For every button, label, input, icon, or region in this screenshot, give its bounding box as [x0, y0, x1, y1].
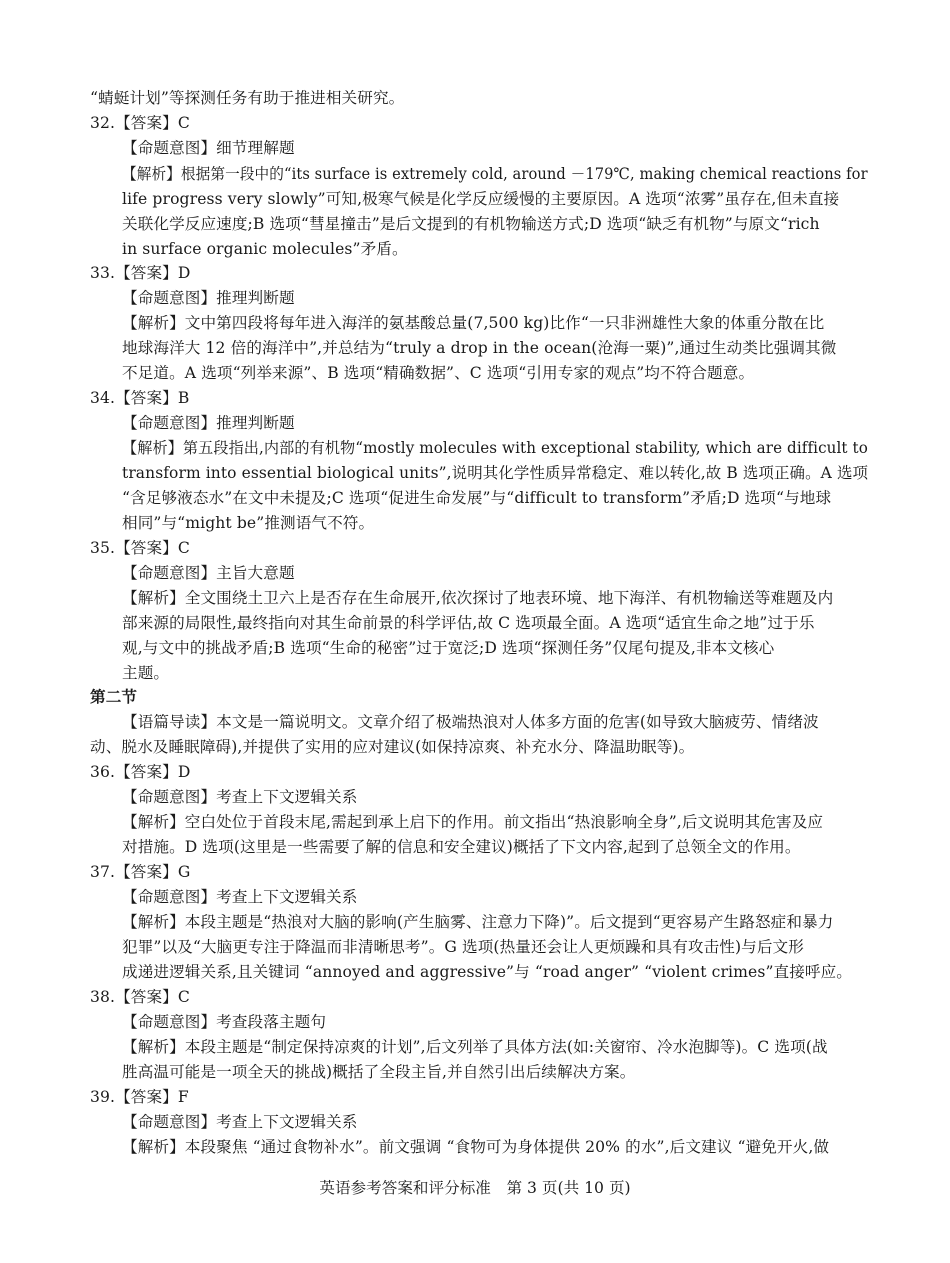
answer-line-36: 36.【答案】D	[90, 763, 191, 781]
analysis-line: 主题。	[122, 664, 170, 682]
analysis-line: 不足道。A 选项“列举来源”、B 选项“精确数据”、C 选项“引用专家的观点”均不符合题意。	[122, 364, 755, 382]
section-heading: 第二节	[90, 687, 138, 706]
analysis-line: transform into essential biological units”,说明其化学性质异常稳定、难以转化,故 B 选项正确。A 选项	[122, 464, 869, 482]
intent-line: 【命题意图】推理判断题	[122, 414, 295, 432]
analysis-line: “含足够液态水”在文中未提及;C 选项“促进生命发展”与“difficult to transform”矛盾;D 选项“与地球	[122, 489, 832, 507]
analysis-line: 【解析】文中第四段将每年进入海洋的氨基酸总量(7,500 kg)比作“一只非洲雄性大象的体重分散在比	[122, 314, 825, 332]
analysis-line: 关联化学反应速度;B 选项“彗星撞击”是后文提到的有机物输送方式;D 选项“缺乏有机物”与原文“rich	[122, 215, 820, 233]
passage-guide-line: 【语篇导读】本文是一篇说明文。文章介绍了极端热浪对人体多方面的危害(如导致大脑疲劳、情绪波	[122, 713, 819, 731]
analysis-line: 对措施。D 选项(这里是一些需要了解的信息和安全建议)概括了下文内容,起到了总领全文的作用。	[122, 838, 801, 856]
analysis-line: 观,与文中的挑战矛盾;B 选项“生命的秘密”过于宽泛;D 选项“探测任务”仅尾句提及,非本文核心	[122, 639, 775, 657]
intent-line: 【命题意图】考查段落主题句	[122, 1013, 327, 1031]
answer-line-37: 37.【答案】G	[90, 863, 191, 881]
answer-line-33: 33.【答案】D	[90, 264, 191, 282]
analysis-line: 相同”与“might be”推测语气不符。	[122, 514, 375, 532]
intent-line: 【命题意图】主旨大意题	[122, 564, 295, 582]
analysis-line: 部来源的局限性,最终指向对其生命前景的科学评估,故 C 选项最全面。A 选项“适宜生命之地”过于乐	[122, 614, 815, 632]
analysis-line: in surface organic molecules”矛盾。	[122, 240, 408, 258]
intent-line: 【命题意图】推理判断题	[122, 289, 295, 307]
analysis-line: life progress very slowly”可知,极寒气候是化学反应缓慢的主要原因。A 选项“浓雾”虽存在,但未直接	[122, 190, 840, 208]
intent-line: 【命题意图】考查上下文逻辑关系	[122, 788, 358, 806]
intent-line: 【命题意图】细节理解题	[122, 139, 295, 157]
intent-line: 【命题意图】考查上下文逻辑关系	[122, 888, 358, 906]
analysis-line: 【解析】空白处位于首段末尾,需起到承上启下的作用。前文指出“热浪影响全身”,后文说明其危害及应	[122, 813, 824, 831]
answer-line-32: 32.【答案】C	[90, 114, 190, 132]
answer-line-39: 39.【答案】F	[90, 1088, 189, 1106]
analysis-line: 犯罪”以及“大脑更专注于降温而非清晰思考”。G 选项(热量还会让人更烦躁和具有攻击性)与后文形	[122, 938, 804, 956]
passage-guide-line: 动、脱水及睡眠障碍),并提供了实用的应对建议(如保持凉爽、补充水分、降温助眠等)。	[90, 738, 695, 756]
analysis-line: 【解析】第五段指出,内部的有机物“mostly molecules with exceptional stability, which are difficult to	[122, 439, 868, 457]
analysis-line: 胜高温可能是一项全天的挑战)概括了全段主旨,并自然引出后续解决方案。	[122, 1063, 636, 1081]
analysis-line: 【解析】全文围绕土卫六上是否存在生命展开,依次探讨了地表环境、地下海洋、有机物输送等难题及内	[122, 589, 834, 607]
text-line: “蜻蜓计划”等探测任务有助于推进相关研究。	[90, 89, 405, 107]
page-footer: 英语参考答案和评分标准 第 3 页(共 10 页)	[319, 1179, 631, 1197]
answer-line-38: 38.【答案】C	[90, 988, 190, 1006]
answer-line-35: 35.【答案】C	[90, 539, 190, 557]
analysis-line: 【解析】根据第一段中的“its surface is extremely cold, around －179℃, making chemical reactions for	[122, 165, 868, 183]
analysis-line: 成递进逻辑关系,且关键词 “annoyed and aggressive”与 “road anger” “violent crimes”直接呼应。	[122, 963, 852, 981]
analysis-line: 【解析】本段主题是“热浪对大脑的影响(产生脑雾、注意力下降)”。后文提到“更容易产生路怒症和暴力	[122, 913, 834, 931]
intent-line: 【命题意图】考查上下文逻辑关系	[122, 1113, 358, 1131]
answer-line-34: 34.【答案】B	[90, 389, 190, 407]
analysis-line: 【解析】本段聚焦 “通过食物补水”。前文强调 “食物可为身体提供 20% 的水”,后文建议 “避免开火,做	[122, 1138, 830, 1156]
analysis-line: 地球海洋大 12 倍的海洋中”,并总结为“truly a drop in the ocean(沧海一粟)”,通过生动类比强调其微	[122, 339, 837, 357]
analysis-line: 【解析】本段主题是“制定保持凉爽的计划”,后文列举了具体方法(如:关窗帘、冷水泡脚等)。C 选项(战	[122, 1038, 828, 1056]
